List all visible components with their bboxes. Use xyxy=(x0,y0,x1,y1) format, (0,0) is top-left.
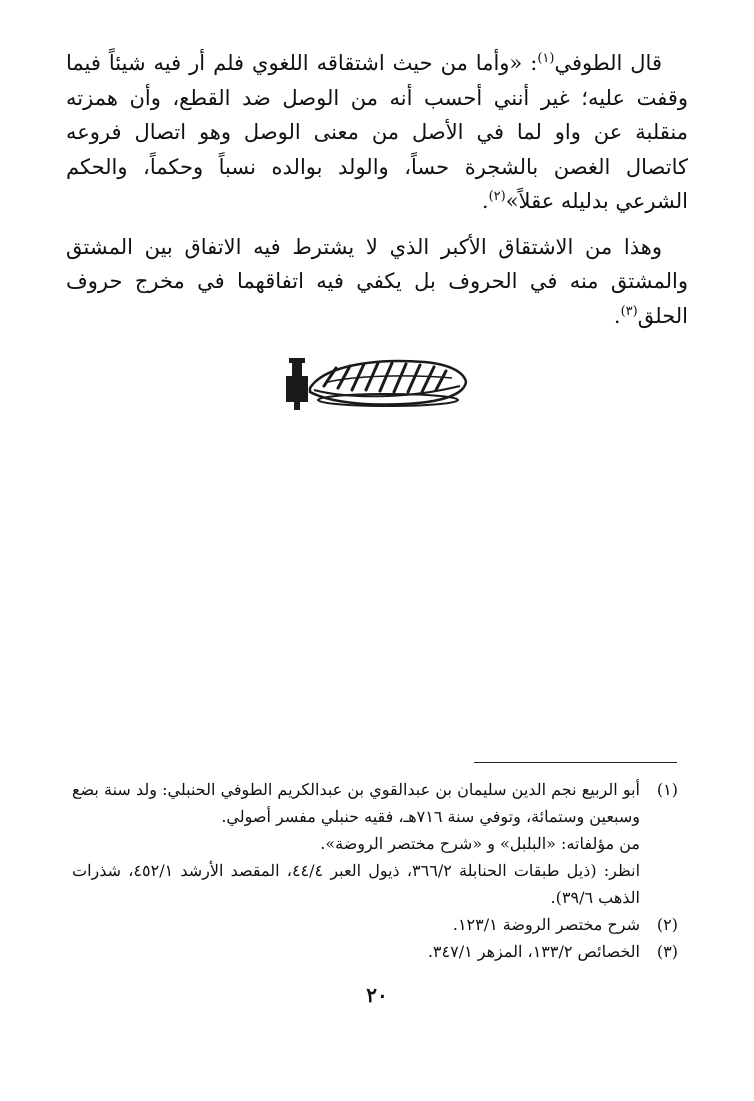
footnote-line: أبو الربيع نجم الدين سليمان بن عبدالقوي بن عبدالكريم الطوفي الحنبلي: ولد سنة بضع وسبعين وستمائة، وتوفي سنة ٧١٦هـ، فقيه حنبلي مفسر أصولي. xyxy=(72,780,640,826)
paragraph-quote-continuation: : «وأما من حيث اشتقاقه اللغوي فلم أر فيه شيئاً فيما وقفت عليه؛ غير أنني أحسب أنه من الوصل ضد القطع، وأن همزته منقلبة عن واو لما في الأصل من معنى الوصل وهو اتصال فروعه كاتصال الغصن بالشجرة حساً، والولد بوالده نسباً وحكماً، والحكم الشرعي بدليله عقلاً» xyxy=(66,51,688,213)
paragraph-derivation-end: . xyxy=(613,303,621,328)
footnote-separator xyxy=(474,762,677,763)
paragraph-quote xyxy=(66,46,688,219)
footnote-ref-3[interactable]: (٣) xyxy=(620,303,638,319)
footnote-line: انظر: (ذيل طبقات الحنابلة ٣٦٦/٢، ذيول العبر ٤٤/٤، المقصد الأرشد ٤٥٢/١، شذرات الذهب ٣٩/٦). xyxy=(72,861,641,907)
footnote-2 xyxy=(72,911,678,938)
page-number: ٢٠ xyxy=(366,983,388,1007)
footnote-body xyxy=(72,776,640,911)
inkwell-quill-ornament-icon xyxy=(284,352,470,412)
paragraph-derivation xyxy=(66,230,688,334)
footnotes xyxy=(72,776,678,965)
footnote-ref-1[interactable]: (١) xyxy=(537,51,555,66)
footnote-body xyxy=(72,911,640,938)
footnote-1 xyxy=(72,776,678,911)
footnote-number: (١) xyxy=(656,780,678,799)
main-text xyxy=(66,46,688,333)
paragraph-quote-text: قال الطوفي xyxy=(554,51,662,75)
footnote-line: الخصائص ١٣٣/٢، المزهر ٣٤٧/١. xyxy=(427,942,640,961)
footnote-ref-2[interactable]: (٢) xyxy=(488,189,506,204)
footnote-3 xyxy=(72,938,678,965)
paragraph-derivation-text: وهذا من الاشتقاق الأكبر الذي لا يشترط فيه الاتفاق بين المشتق والمشتق منه في الحروف بل يكفي فيه اتفاقهما في مخرج حروف الحلق xyxy=(66,234,688,328)
footnote-number: (٢) xyxy=(656,915,678,934)
footnote-line: من مؤلفاته: «البلبل» و «شرح مختصر الروضة». xyxy=(320,834,640,853)
paragraph-quote-end: . xyxy=(481,189,489,213)
footnote-line: شرح مختصر الروضة ١٢٣/١. xyxy=(452,915,640,934)
footnote-body xyxy=(72,938,640,965)
footnote-number: (٣) xyxy=(656,942,678,961)
